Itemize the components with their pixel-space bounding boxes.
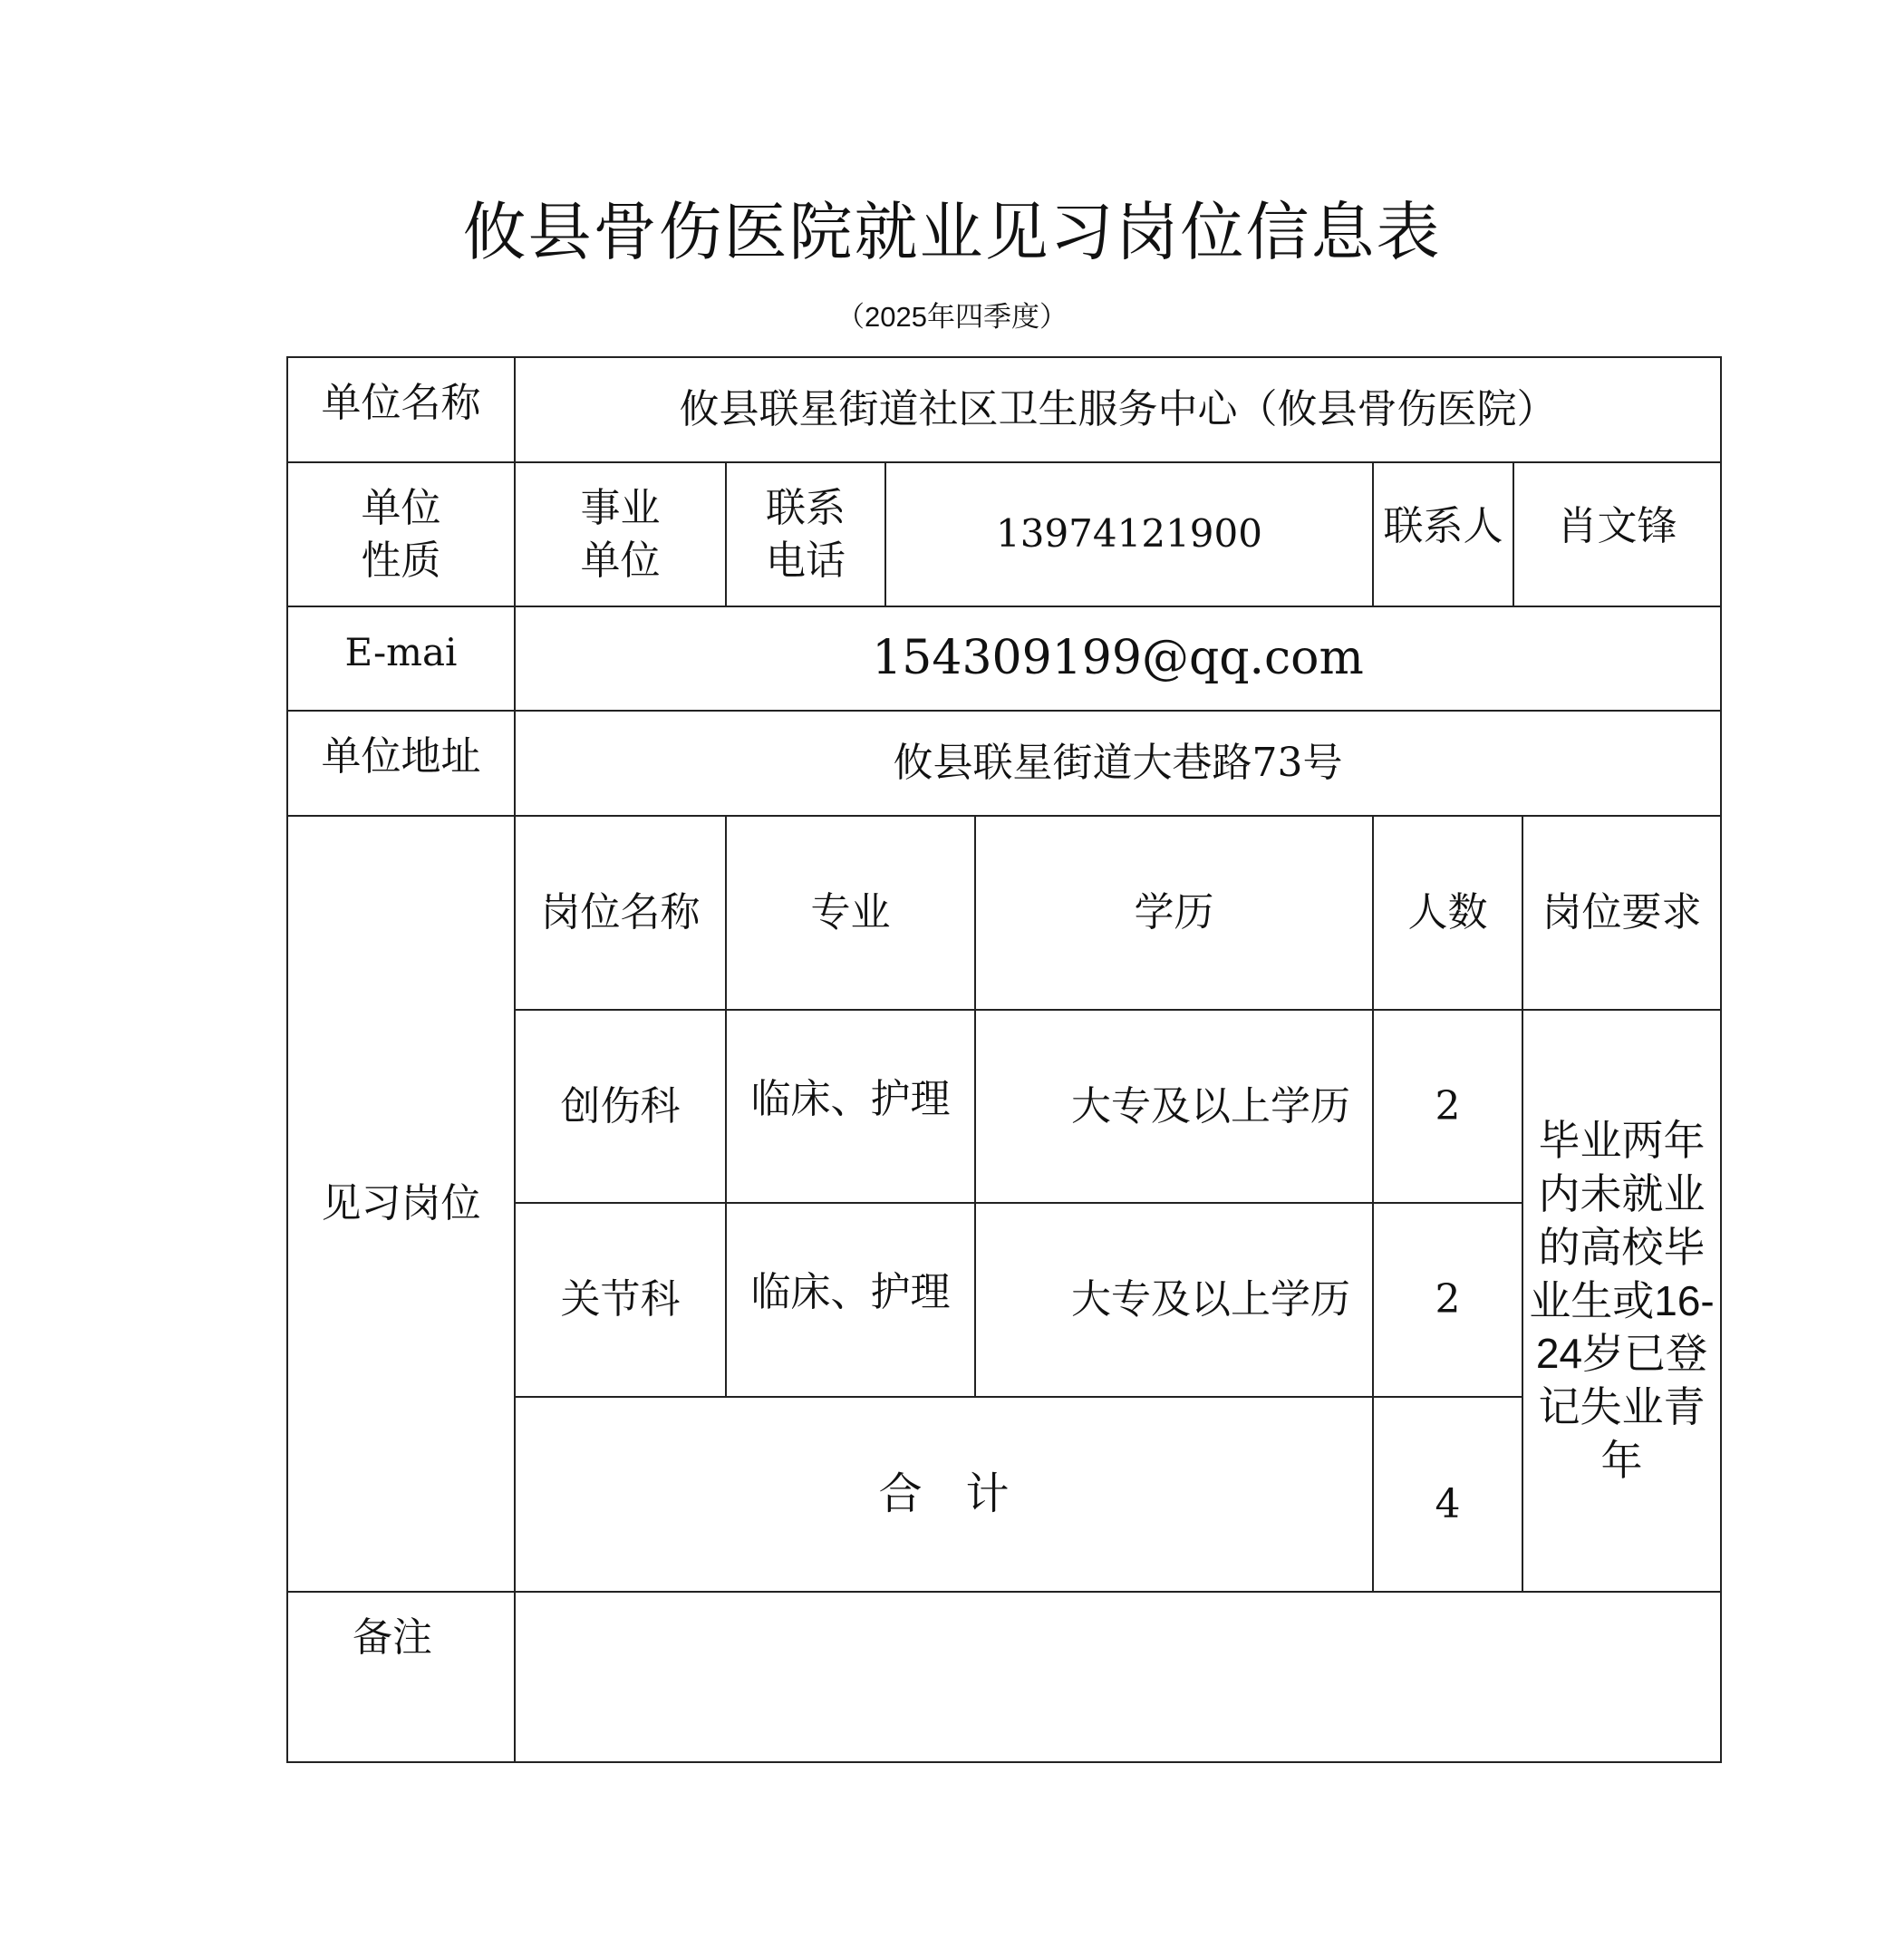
header-major: 专业 <box>810 889 891 936</box>
remarks-value <box>516 1593 1720 1761</box>
unit-name-value: 攸县联星街道社区卫生服务中心（攸县骨伤医院） <box>679 386 1557 433</box>
position-major: 临床、护理 <box>750 1075 951 1122</box>
header-count: 人数 <box>1407 889 1488 936</box>
position-education: 大专及以上学历 <box>1071 1276 1350 1323</box>
position-count: 2 <box>1435 1276 1461 1323</box>
table-border-bottom <box>286 1761 1722 1763</box>
phone-label-line1: 联系 <box>766 485 846 532</box>
phone-label <box>727 463 884 606</box>
unit-type-label-line1: 单位 <box>361 485 441 532</box>
total-count: 4 <box>1435 1481 1461 1528</box>
total-label: 合 计 <box>878 1468 1010 1519</box>
header-requirement: 岗位要求 <box>1542 889 1702 936</box>
position-count: 2 <box>1435 1082 1461 1129</box>
position-education: 大专及以上学历 <box>1071 1082 1350 1129</box>
unit-type-value-line2: 单位 <box>580 537 661 584</box>
header-position-name: 岗位名称 <box>540 889 701 936</box>
header-education: 学历 <box>1134 889 1214 936</box>
position-name: 关节科 <box>560 1276 681 1323</box>
position-name: 创伤科 <box>560 1082 681 1129</box>
address-value: 攸县联星街道大巷路73号 <box>893 740 1343 787</box>
page-title: 攸县骨伤医院就业见习岗位信息表 <box>462 195 1442 269</box>
position-requirement: 毕业两年内未就业的高校毕业生或16-24岁已登记失业青年 <box>1529 1116 1715 1485</box>
position-major: 临床、护理 <box>750 1269 951 1316</box>
phone-label-line2: 电话 <box>766 537 846 584</box>
address-label: 单位地址 <box>321 733 481 780</box>
unit-type-label <box>288 463 514 606</box>
unit-type-value-line1: 事业 <box>580 485 661 532</box>
remarks-label: 备注 <box>353 1614 432 1662</box>
contact-value: 肖文锋 <box>1557 503 1677 550</box>
unit-type-label-line2: 性质 <box>361 537 441 584</box>
email-value: 154309199@qq.com <box>872 630 1364 685</box>
unit-name-label: 单位名称 <box>321 380 481 427</box>
contact-label: 联系人 <box>1383 503 1503 550</box>
phone-value: 13974121900 <box>996 511 1262 557</box>
internship-label: 见习岗位 <box>321 1180 481 1227</box>
email-label: E-mai <box>344 629 458 674</box>
unit-type-value <box>516 463 725 606</box>
page-subtitle: （2025年四季度） <box>836 301 1068 333</box>
table-border-right <box>1720 356 1722 1763</box>
